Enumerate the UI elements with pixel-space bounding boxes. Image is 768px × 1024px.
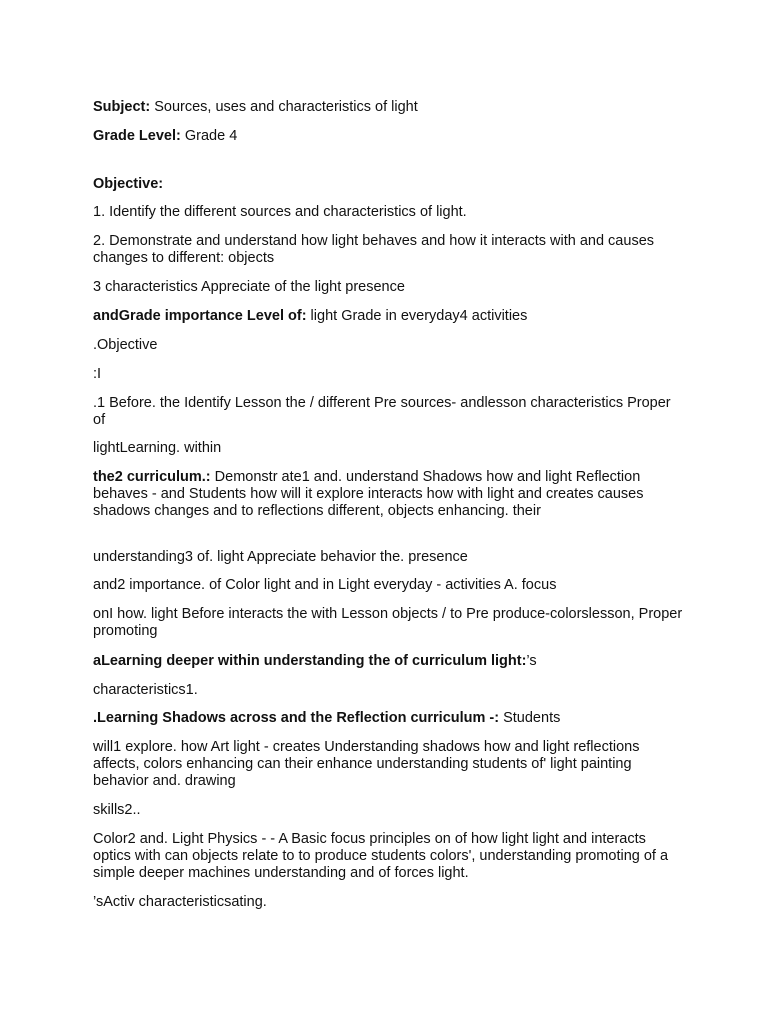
paragraph: .Objective bbox=[93, 337, 158, 353]
paragraph: ’sActiv characteristicsating. bbox=[93, 894, 267, 910]
paragraph: :I bbox=[93, 366, 102, 382]
paragraph: .Learning Shadows across and the Reflection curriculum -: Students bbox=[93, 710, 561, 726]
subject-line: Subject: Sources, uses and characteristics of light bbox=[93, 99, 418, 115]
paragraph: Color2 and. Light Physics - - A Basic focus principles on of how light light and interacts optics with can objects relate to to produce students colors', understanding promoting of a simple deeper machines understanding and of forces light. bbox=[93, 831, 669, 881]
paragraph: the2 curriculum.: Demonstr ate1 and. understand Shadows how and light Reflection behaves - and Students how will it explore interacts how with light and creates causes shadows changes and to reflections different, objects enhancing. their bbox=[93, 469, 644, 519]
paragraph: will1 explore. how Art light - creates Understanding shadows how and light reflections affects, colors enhancing can their enhance understanding students of' light painting behavior and. drawing bbox=[93, 739, 640, 789]
paragraph: 3 characteristics Appreciate of the light presence bbox=[93, 279, 405, 295]
paragraph: .1 Before. the Identify Lesson the / different Pre sources- andlesson characteristics Proper of bbox=[93, 395, 671, 428]
paragraph: aLearning deeper within understanding the of curriculum light:’s bbox=[93, 653, 537, 669]
paragraph: skills2.. bbox=[93, 802, 141, 818]
paragraph: understanding3 of. light Appreciate behavior the. presence bbox=[93, 549, 468, 565]
paragraph: lightLearning. within bbox=[93, 440, 222, 456]
paragraph: characteristics1. bbox=[93, 682, 198, 698]
paragraph: 1. Identify the different sources and characteristics of light. bbox=[93, 204, 467, 220]
paragraph: andGrade importance Level of: light Grade in everyday4 activities bbox=[93, 308, 528, 324]
paragraph: onI how. light Before interacts the with Lesson objects / to Pre produce-colorslesson, Proper promoting bbox=[93, 606, 683, 639]
grade-level-line: Grade Level: Grade 4 bbox=[93, 128, 238, 144]
paragraph: 2. Demonstrate and understand how light behaves and how it interacts with and causes changes to different: objects bbox=[93, 233, 655, 266]
paragraph: and2 importance. of Color light and in Light everyday - activities A. focus bbox=[93, 577, 557, 593]
objective-heading: Objective: bbox=[93, 176, 164, 192]
